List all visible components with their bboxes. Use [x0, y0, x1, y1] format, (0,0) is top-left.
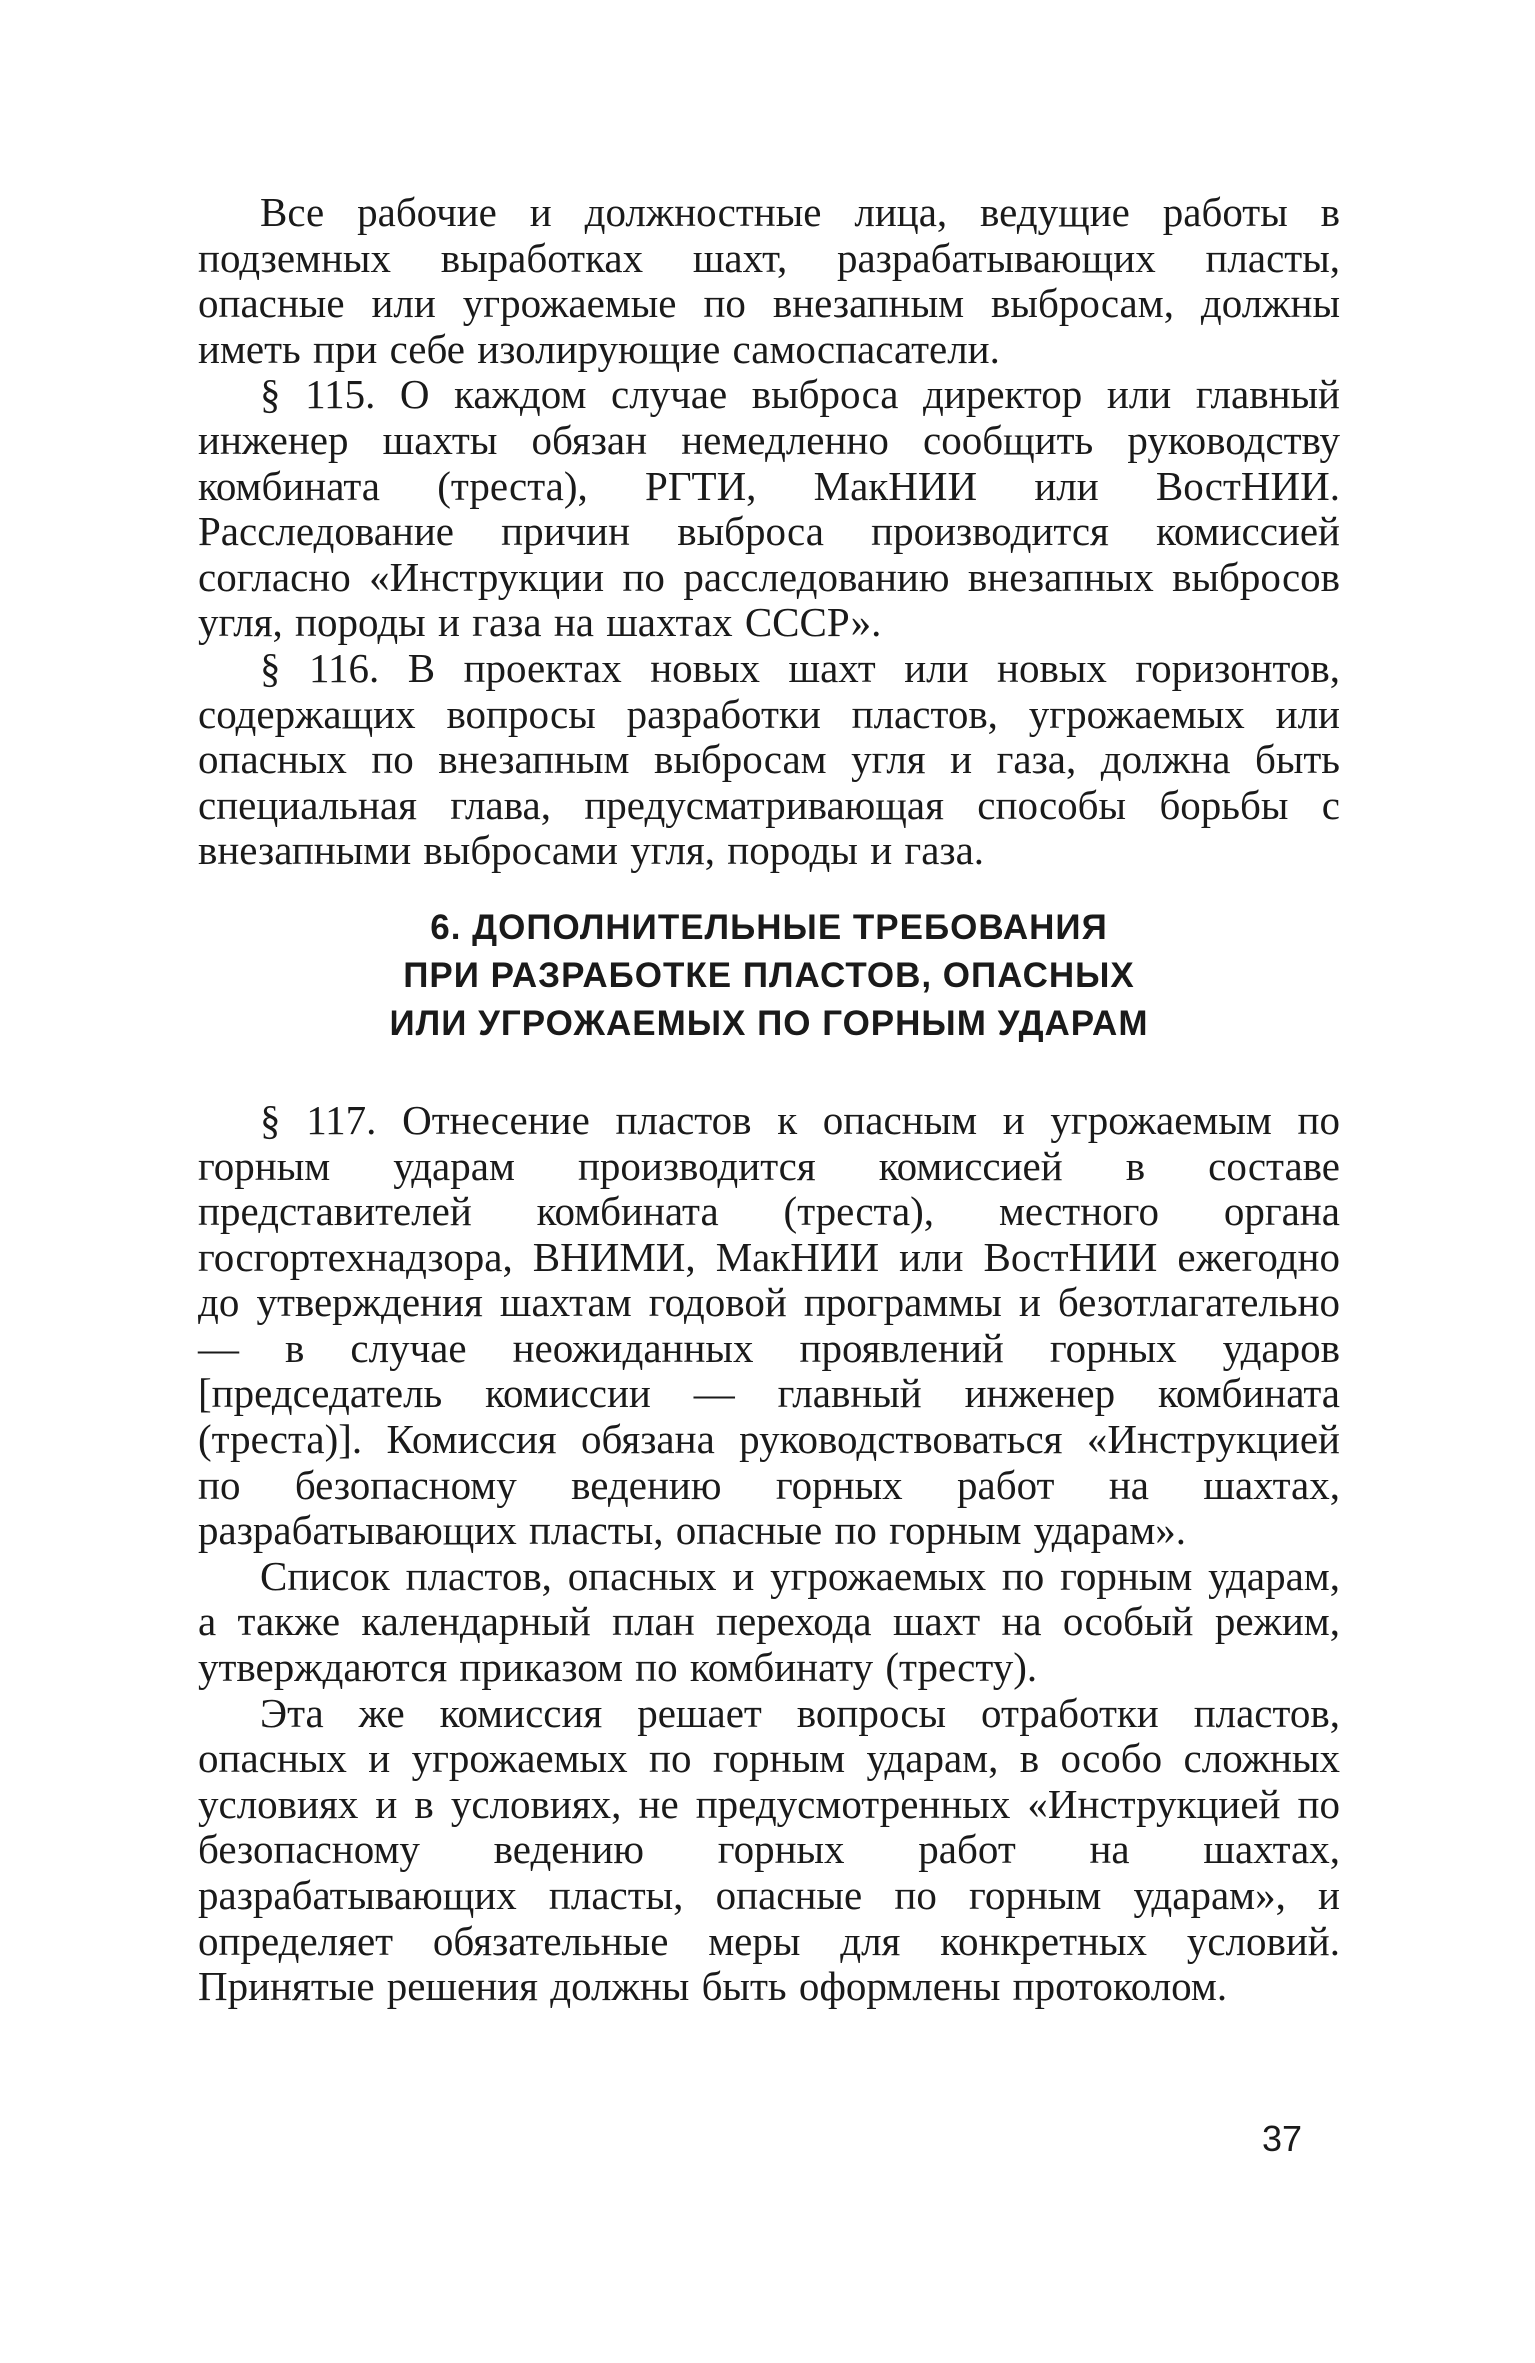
section-heading-line-1: 6. ДОПОЛНИТЕЛЬНЫЕ ТРЕБОВАНИЯ: [430, 907, 1108, 947]
page-body: [198, 190, 1340, 2010]
paragraph-section-115: § 115. О каждом случае выброса директор или главный инженер шахты обязан немедленно сообщить руководству комбината (треста), РГТИ, МакНИИ или ВостНИИ. Расследование причин выброса производится комиссией согласно «Инструкции по расследованию внезапных выбросов угля, породы и газа на шахтах СССР».: [198, 371, 1340, 646]
paragraph-list-of-seams: Список пластов, опасных и угрожаемых по горным ударам, а также календарный план перехода шахт на особый режим, утверждаются приказом по комбинату (тресту).: [198, 1552, 1340, 1691]
paragraph-section-117: § 117. Отнесение пластов к опасным и угрожаемым по горным ударам производится комиссией в составе представителей комбината (треста), местного органа госгортехнадзора, ВНИМИ, МакНИИ или ВостНИИ ежегодно до утверждения шахтам годовой программы и безотлагательно — в случае неожиданных проявлений горных ударов [председатель комиссии — главный инженер комбината (треста)]. Комиссия обязана руководствоваться «Инструкцией по безопасному ведению горных работ на шахтах, разрабатывающих пласты, опасные по горным ударам».: [198, 1096, 1340, 1554]
paragraph-self-rescuers: Все рабочие и должностные лица, ведущие работы в подземных выработках шахт, разрабатывающих пласты, опасные или угрожаемые по внезапным выбросам, должны иметь при себе изолирующие самоспасатели.: [198, 189, 1340, 372]
section-heading-line-3: ИЛИ УГРОЖАЕМЫХ ПО ГОРНЫМ УДАРАМ: [389, 1003, 1149, 1043]
paragraph-commission-duties: Эта же комиссия решает вопросы отработки пластов, опасных и угрожаемых по горным ударам, в особо сложных условиях и в условиях, не предусмотренных «Инструкцией по безопасному ведению горных работ на шахтах, разрабатывающих пласты, опасные по горным ударам», и определяет обязательные меры для конкретных условий. Принятые решения должны быть оформлены протоколом.: [198, 1689, 1340, 2010]
section-heading: [198, 904, 1340, 1048]
section-heading-line-2: ПРИ РАЗРАБОТКЕ ПЛАСТОВ, ОПАСНЫХ: [403, 955, 1135, 995]
page-number: 37: [1262, 2118, 1303, 2159]
paragraph-section-116: § 116. В проектах новых шахт или новых горизонтов, содержащих вопросы разработки пластов, угрожаемых или опасных по внезапным выбросам угля и газа, должна быть специальная глава, предусматривающая способы борьбы с внезапными выбросами угля, породы и газа.: [198, 644, 1340, 874]
